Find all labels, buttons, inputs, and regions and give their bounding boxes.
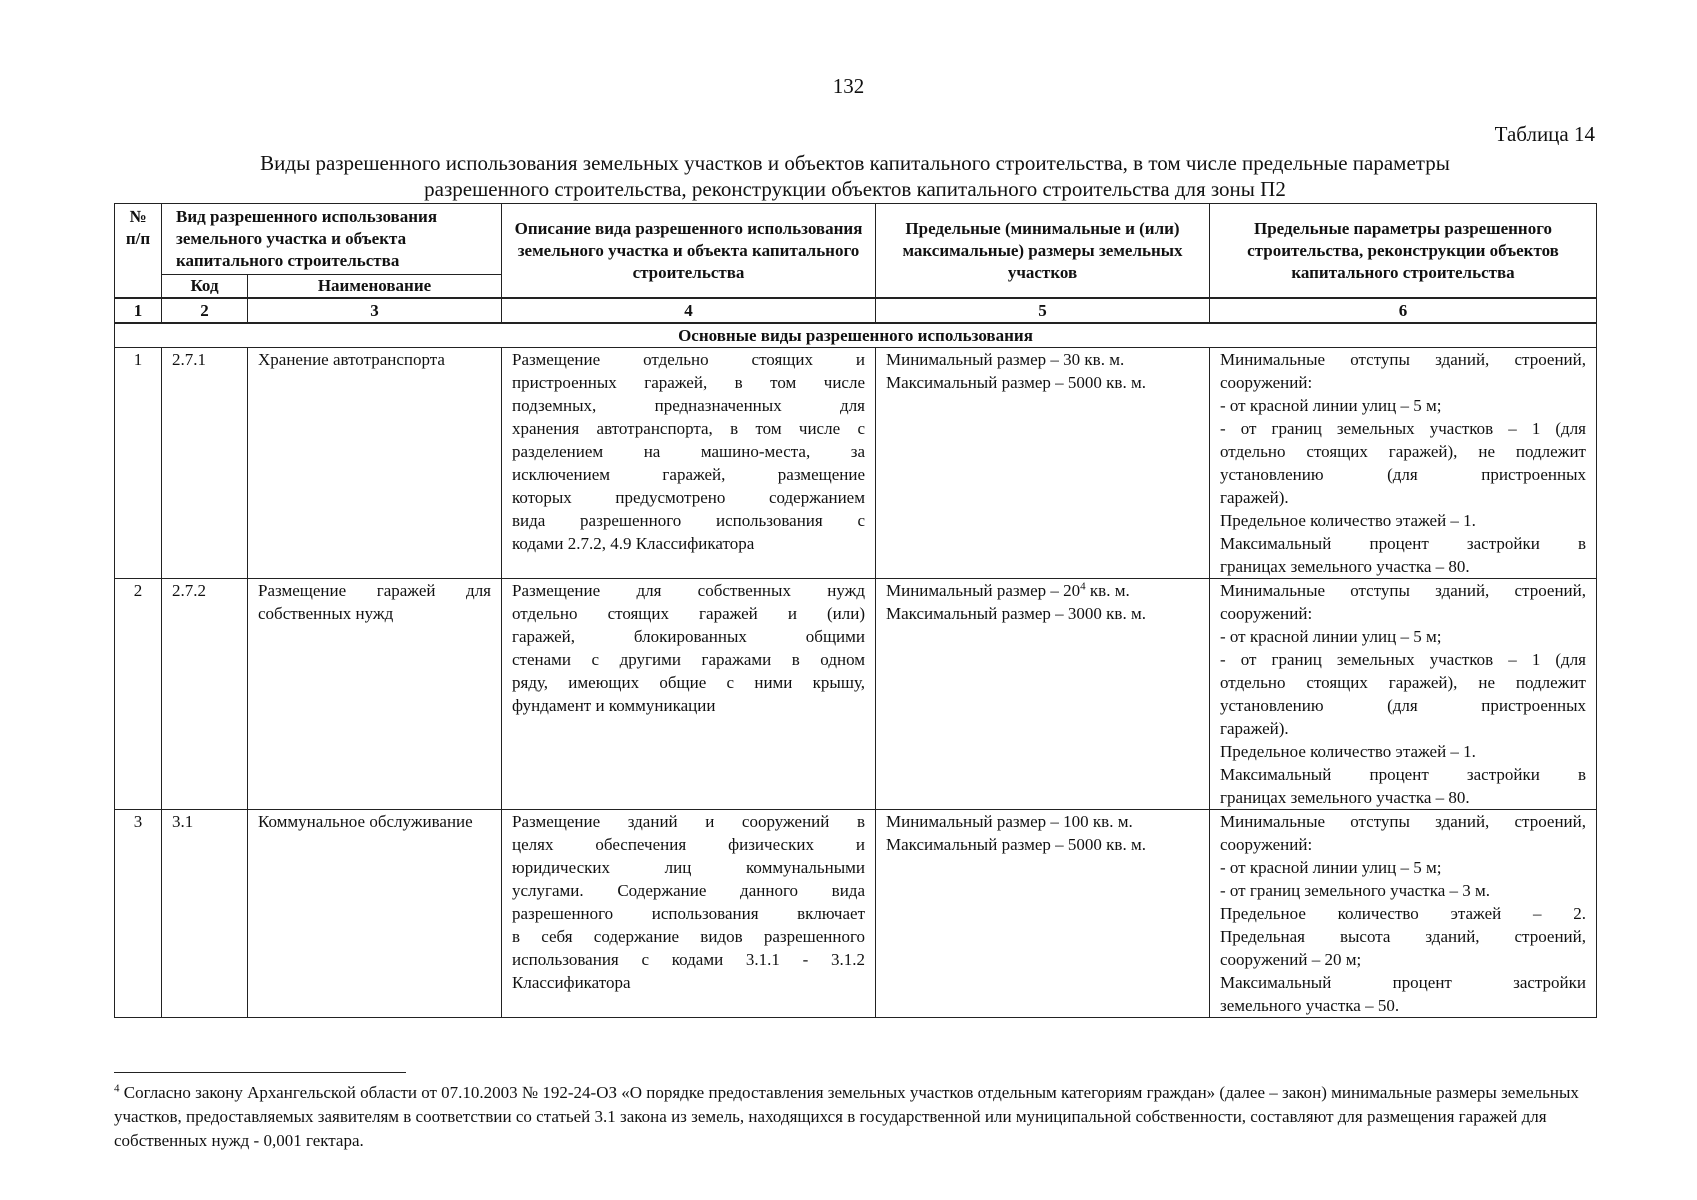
desc-line: исключением гаражей, размещение xyxy=(512,465,865,484)
param-line: отдельно стоящих гаражей), не подлежит xyxy=(1220,442,1586,461)
param-line: Предельное количество этажей – 1. xyxy=(1220,742,1476,761)
size-line: Максимальный размер – 5000 кв. м. xyxy=(886,373,1146,392)
table-row xyxy=(115,810,1597,1018)
desc-line: гаражей, блокированных общими xyxy=(512,627,865,646)
table-title xyxy=(115,150,1595,202)
section-title: Основные виды разрешенного использования xyxy=(115,323,1597,348)
header-name: Наименование xyxy=(248,275,502,299)
size-min-suffix: кв. м. xyxy=(1085,581,1130,600)
row-params xyxy=(1210,810,1597,1018)
desc-line: Размещение отдельно стоящих и xyxy=(512,350,865,369)
row-number: 1 xyxy=(115,348,162,579)
param-line: - от границ земельного участка – 3 м. xyxy=(1220,881,1490,900)
desc-line: вида разрешенного использования с xyxy=(512,511,865,530)
desc-line: услугами. Содержание данного вида xyxy=(512,881,865,900)
column-number: 5 xyxy=(876,298,1210,323)
param-line: границах земельного участка – 80. xyxy=(1220,788,1470,807)
param-line: сооружений: xyxy=(1220,373,1313,392)
param-line: Максимальный процент застройки в xyxy=(1220,534,1586,553)
desc-line: хранения автотранспорта, в том числе с xyxy=(512,419,865,438)
header-vid: Вид разрешенного использования земельного участка и объекта капитального строительства xyxy=(162,204,502,275)
desc-line: пристроенных гаражей, в том числе xyxy=(512,373,865,392)
column-number-row xyxy=(115,298,1597,323)
param-line: сооружений: xyxy=(1220,835,1313,854)
desc-line: использования с кодами 3.1.1 - 3.1.2 xyxy=(512,950,865,969)
row-number: 3 xyxy=(115,810,162,1018)
section-row xyxy=(115,323,1597,348)
param-line: - от красной линии улиц – 5 м; xyxy=(1220,396,1442,415)
land-use-table xyxy=(114,203,1597,1018)
row-desc xyxy=(502,810,876,1018)
desc-line: которых предусмотрено содержанием xyxy=(512,488,865,507)
header-code: Код xyxy=(162,275,248,299)
param-line: Минимальные отступы зданий, строений, xyxy=(1220,581,1586,600)
footnote-divider xyxy=(114,1072,406,1073)
desc-line: ряду, имеющих общие с ними крышу, xyxy=(512,673,865,692)
param-line: границах земельного участка – 80. xyxy=(1220,557,1470,576)
size-line xyxy=(886,579,1199,602)
param-line: установлению (для пристроенных xyxy=(1220,696,1586,715)
param-line: земельного участка – 50. xyxy=(1220,996,1400,1015)
size-line: Максимальный размер – 3000 кв. м. xyxy=(886,604,1146,623)
param-line: Минимальные отступы зданий, строений, xyxy=(1220,350,1586,369)
param-line: - от красной линии улиц – 5 м; xyxy=(1220,627,1442,646)
param-line: Предельное количество этажей – 1. xyxy=(1220,511,1476,530)
header-desc: Описание вида разрешенного использования земельного участка и объекта капитального строительства xyxy=(502,204,876,299)
desc-line: юридических лиц коммунальными xyxy=(512,858,865,877)
table-row xyxy=(115,348,1597,579)
param-line: - от границ земельных участков – 1 (для xyxy=(1220,650,1586,669)
row-code: 2.7.1 xyxy=(162,348,248,579)
footnote xyxy=(114,1081,1594,1153)
param-line: - от красной линии улиц – 5 м; xyxy=(1220,858,1442,877)
desc-line: подземных, предназначенных для xyxy=(512,396,865,415)
size-line: Максимальный размер – 5000 кв. м. xyxy=(886,835,1146,854)
param-line: Предельное количество этажей – 2. xyxy=(1220,904,1586,923)
table-label: Таблица 14 xyxy=(1494,122,1595,146)
desc-line: отдельно стоящих гаражей и (или) xyxy=(512,604,865,623)
desc-line: разрешенного использования включает xyxy=(512,904,865,923)
param-line: Минимальные отступы зданий, строений, xyxy=(1220,812,1586,831)
param-line: гаражей). xyxy=(1220,719,1289,738)
desc-line: разделением на машино-места, за xyxy=(512,442,865,461)
column-number: 3 xyxy=(248,298,502,323)
row-name: Коммунальное обслуживание xyxy=(248,810,502,1018)
desc-line: целях обеспечения физических и xyxy=(512,835,865,854)
column-number: 4 xyxy=(502,298,876,323)
row-name: Хранение автотранспорта xyxy=(248,348,502,579)
param-line: Максимальный процент застройки в xyxy=(1220,765,1586,784)
row-desc xyxy=(502,348,876,579)
row-params xyxy=(1210,579,1597,810)
desc-line: Классификатора xyxy=(512,973,631,992)
param-line: Максимальный процент застройки xyxy=(1220,973,1586,992)
desc-line: стенами с другими гаражами в одном xyxy=(512,650,865,669)
row-code: 2.7.2 xyxy=(162,579,248,810)
page-number: 132 xyxy=(832,74,865,98)
size-line: Минимальный размер – 100 кв. м. xyxy=(886,812,1133,831)
param-line: отдельно стоящих гаражей), не подлежит xyxy=(1220,673,1586,692)
desc-line: Размещение для собственных нужд xyxy=(512,581,865,600)
row-params xyxy=(1210,348,1597,579)
row-sizes xyxy=(876,348,1210,579)
row-code: 3.1 xyxy=(162,810,248,1018)
footnote-mark: 4 xyxy=(114,1082,120,1095)
size-min-prefix: Минимальный размер – 20 xyxy=(886,581,1081,600)
column-number: 6 xyxy=(1210,298,1597,323)
size-line: Минимальный размер – 30 кв. м. xyxy=(886,350,1125,369)
param-line: - от границ земельных участков – 1 (для xyxy=(1220,419,1586,438)
param-line: сооружений – 20 м; xyxy=(1220,950,1362,969)
table-title-line: Виды разрешенного использования земельных участков и объектов капитального строительства, в том числе предельные параметры xyxy=(260,151,1450,175)
header-sizes: Предельные (минимальные и (или) максимальные) размеры земельных участков xyxy=(876,204,1210,299)
desc-line: фундамент и коммуникации xyxy=(512,696,716,715)
header-num: № п/п xyxy=(115,204,162,299)
desc-line: Размещение зданий и сооружений в xyxy=(512,812,865,831)
row-sizes xyxy=(876,579,1210,810)
table-row xyxy=(115,579,1597,810)
header-params: Предельные параметры разрешенного строительства, реконструкции объектов капитального строительства xyxy=(1210,204,1597,299)
param-line: сооружений: xyxy=(1220,604,1313,623)
row-desc xyxy=(502,579,876,810)
param-line: установлению (для пристроенных xyxy=(1220,465,1586,484)
column-number: 2 xyxy=(162,298,248,323)
column-number: 1 xyxy=(115,298,162,323)
row-number: 2 xyxy=(115,579,162,810)
row-sizes xyxy=(876,810,1210,1018)
table-title-line: разрешенного строительства, реконструкции объектов капитального строительства для зоны П2 xyxy=(424,177,1286,201)
header-row xyxy=(115,204,1597,275)
desc-line: в себя содержание видов разрешенного xyxy=(512,927,865,946)
desc-line: кодами 2.7.2, 4.9 Классификатора xyxy=(512,534,755,553)
footnote-text: Согласно закону Архангельской области от 07.10.2003 № 192-24-ОЗ «О порядке предоставления земельных участков отдельным категориям граждан» (далее – закон) минимальные размеры земельных участков, предоставляемых заявителям в соответствии со статьей 3.1 закона из земель, находящихся в государственной или муниципальной собственности, составляют для размещения гаражей для собственных нужд - 0,001 гектара. xyxy=(114,1083,1579,1150)
row-name: Размещение гаражей для собственных нужд xyxy=(248,579,502,810)
param-line: Предельная высота зданий, строений, xyxy=(1220,927,1586,946)
param-line: гаражей). xyxy=(1220,488,1289,507)
footnote-ref: 4 xyxy=(1080,580,1086,593)
